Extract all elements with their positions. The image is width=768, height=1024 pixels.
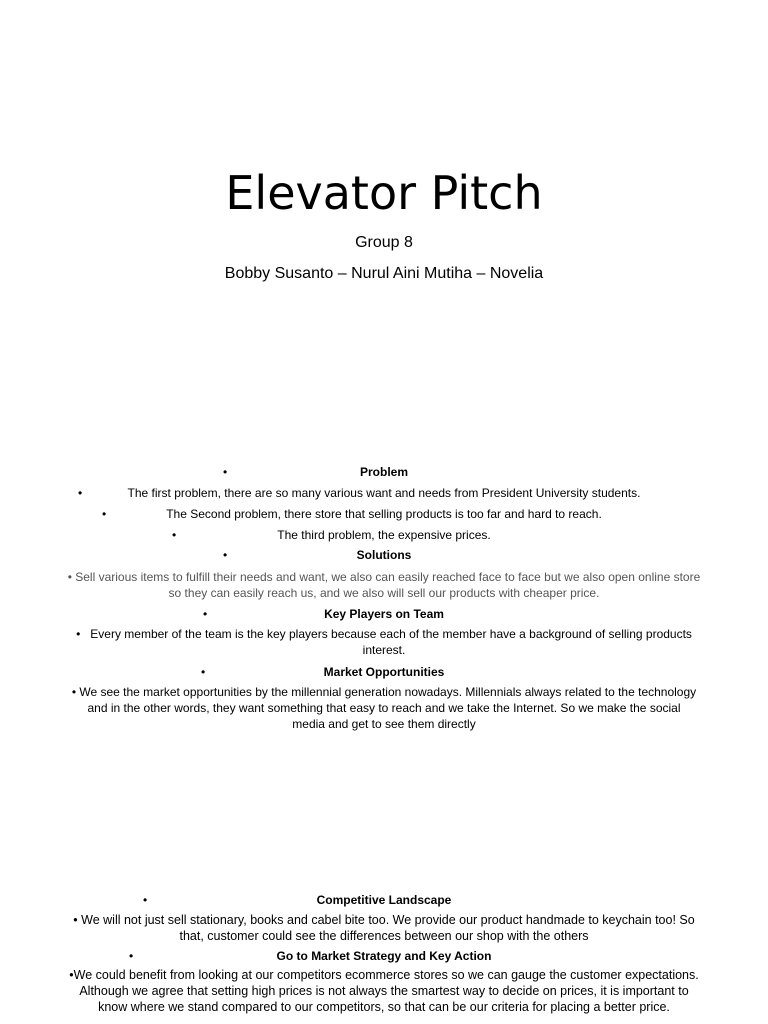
gtm-text <box>40 967 728 1015</box>
problem-3-text: The third problem, the expensive prices. <box>277 528 491 542</box>
solutions-line-1: • Sell various items to fulfill their needs and want, we also can easily reached face to face but we also open online store <box>67 570 701 584</box>
bullet-icon: • <box>201 665 206 679</box>
problem-3-row <box>40 527 728 543</box>
problem-1-text: The first problem, there are so many various want and needs from President University students. <box>127 486 641 500</box>
competitive-heading-row <box>40 892 728 908</box>
problem-2-text: The Second problem, there store that selling products is too far and hard to reach. <box>166 507 602 521</box>
bullet-icon: • <box>129 949 134 963</box>
key-players-text <box>40 626 728 658</box>
key-players-line-2: interest. <box>362 643 406 657</box>
members-line: Bobby Susanto – Nurul Aini Mutiha – Novelia <box>224 265 544 282</box>
problem-heading-row <box>40 464 728 480</box>
gtm-line-2: Although we agree that setting high prices is not always the smartest way to decide on prices, it is important to <box>79 984 689 998</box>
gtm-heading-row <box>40 948 728 964</box>
bullet-icon: • <box>143 893 148 907</box>
gtm-line-3: know where we stand compared to our competitors, so that can be our criteria for placing a better price. <box>98 1000 670 1014</box>
bullet-icon: • <box>223 548 228 562</box>
bullet-icon: • <box>172 528 177 542</box>
slide-title: Elevator Pitch <box>225 166 543 220</box>
market-line-1: • We see the market opportunities by the millennial generation nowadays. Millennials always related to the technology <box>71 685 697 699</box>
bullet-icon: • <box>203 607 208 621</box>
bullet-icon: • <box>102 507 107 521</box>
competitive-line-1: • We will not just sell stationary, books and cabel bite too. We provide our product handmade to keychain too! So <box>73 913 695 927</box>
market-text <box>40 684 728 732</box>
group-label: Group 8 <box>355 234 413 251</box>
market-heading: Market Opportunities <box>323 665 445 679</box>
solutions-heading: Solutions <box>356 548 412 562</box>
problem-heading: Problem <box>359 465 408 479</box>
competitive-line-2: that, customer could see the differences between our shop with the others <box>179 929 589 943</box>
market-heading-row <box>40 664 728 680</box>
problem-2-row <box>40 506 728 522</box>
competitive-heading: Competitive Landscape <box>316 893 452 907</box>
key-players-line-1: • Every member of the team is the key players because each of the member have a background of selling products <box>76 627 692 641</box>
market-line-3: media and get to see them directly <box>292 717 476 731</box>
bullet-icon: • <box>223 465 228 479</box>
solutions-text <box>40 569 728 601</box>
slide-2-content <box>40 464 728 480</box>
gtm-line-1: •We could benefit from looking at our competitors ecommerce stores so we can gauge the customer expectations. <box>69 968 699 982</box>
problem-1-row <box>40 485 728 501</box>
key-players-heading: Key Players on Team <box>324 607 444 621</box>
market-line-2: and in the other words, they want something that easy to reach and we take the Internet. So we make the social <box>87 701 681 715</box>
bullet-icon: • <box>78 486 83 500</box>
solutions-heading-row <box>40 547 728 563</box>
key-players-heading-row <box>40 606 728 622</box>
solutions-line-2: so they can easily reach us, and we also will sell our products with cheaper price. <box>168 586 600 600</box>
gtm-heading: Go to Market Strategy and Key Action <box>276 949 492 963</box>
competitive-text <box>40 912 728 944</box>
